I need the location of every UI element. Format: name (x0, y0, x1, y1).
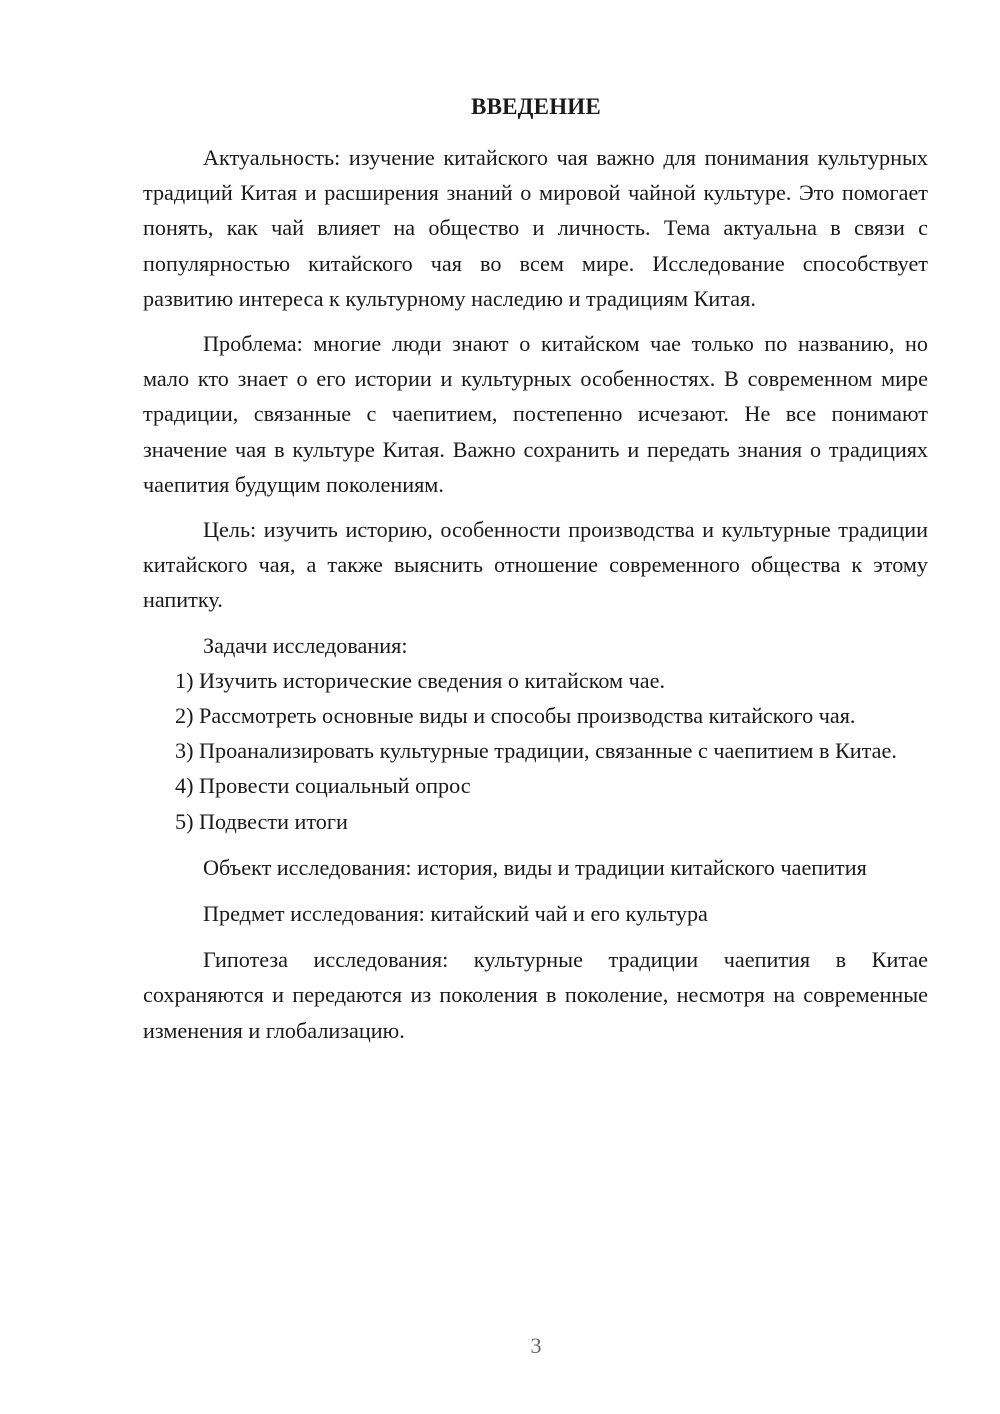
task-item: 3) Проанализировать культурные традиции, связанные с чаепитием в Китае. (175, 738, 897, 764)
page-number: 3 (530, 1333, 542, 1358)
research-hypothesis: Гипотеза исследования: культурные традиции чаепития в Китае сохраняются и передаются из поколения в поколение, несмотря на современные изменения и глобализацию. (143, 947, 928, 1043)
task-item: 2) Рассмотреть основные виды и способы производства китайского чая. (175, 703, 856, 729)
task-item: 1) Изучить исторические сведения о китайском чае. (175, 667, 666, 693)
goal-paragraph: Цель: изучить историю, особенности производства и культурные традиции китайского чая, а также выяснить отношение современного общества к этому напитку. (143, 517, 928, 613)
relevance-paragraph: Актуальность: изучение китайского чая важно для понимания культурных традиций Китая и расширения знаний о мировой чайной культуре. Это помогает понять, как чай влияет на общество и личность. Тема актуальна в связи с популярностью китайского чая во всем мире. Исследование способствует развитию интереса к культурному наследию и традициям Китая. (143, 145, 928, 311)
problem-paragraph: Проблема: многие люди знают о китайском чае только по названию, но мало кто знает о его истории и культурных особенностях. В современном мире традиции, связанные с чаепитием, постепенно исчезают. Не все понимают значение чая в культуре Китая. Важно сохранить и передать знания о традициях чаепития будущим поколениям. (143, 331, 928, 497)
research-object: Объект исследования: история, виды и традиции китайского чаепития (203, 854, 867, 880)
research-subject: Предмет исследования: китайский чай и его культура (203, 901, 708, 927)
tasks-heading: Задачи исследования: (203, 632, 408, 658)
document-body (143, 140, 928, 1048)
task-item: 5) Подвести итоги (175, 808, 348, 834)
task-item: 4) Провести социальный опрос (175, 773, 471, 799)
page-title: ВВЕДЕНИЕ (471, 94, 601, 119)
